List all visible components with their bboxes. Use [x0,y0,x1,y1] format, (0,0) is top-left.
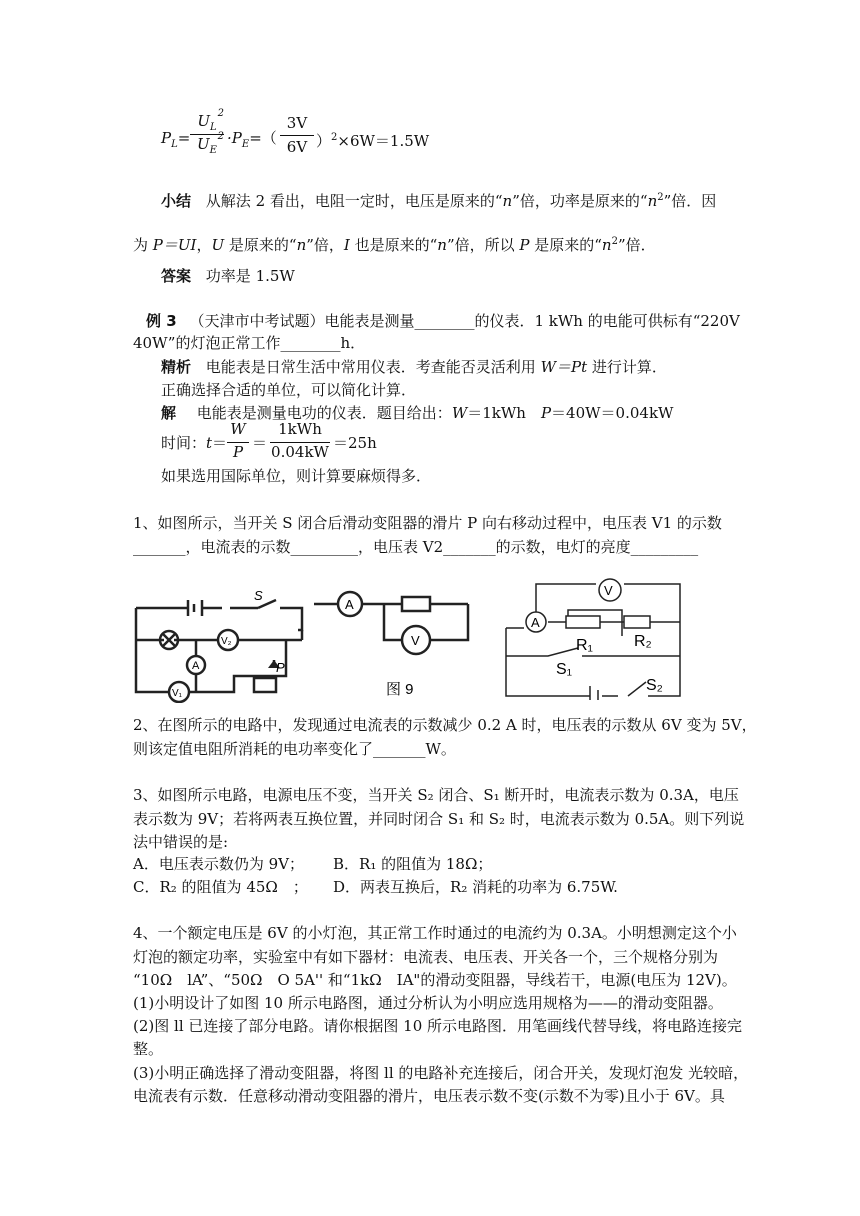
fig3-v-label: V [604,583,613,598]
tail-rest: ×6W＝1.5W [337,132,430,150]
q4-line8: 电流表有示数．任意移动滑动变阻器的滑片，电压表示数不变(示数不为零)且小于 6V。具 [133,1087,725,1105]
q3-line1: 3、如图所示电路，电源电压不变，当开关 S₂ 闭合、S₁ 断开时，电流表示数为 0.3A，电压 [133,786,739,804]
jie-w: W [451,404,468,422]
summary-text-b: ”倍，功率是原来的“ [512,192,648,210]
summary-line2 [133,232,656,255]
q4-line5: (2)图 ll 已连接了部分电路。请你根据图 10 所示电路图．用笔画线代替导线，将电路连接完 [133,1017,743,1035]
time-eq: ＝ [212,434,228,452]
formula-mid: ·P [227,129,242,147]
example3-label: 例 3 [146,312,177,330]
answer-label: 答案 [161,267,192,285]
time-frac-wp [227,420,249,465]
s2-n1: n [296,236,307,254]
rheostat-icon [254,678,276,692]
q4-line7: (3)小明正确选择了滑动变阻器，将图 ll 的电路补充连接后，闭合开关，发现灯泡发 光较暗， [133,1064,749,1082]
jie-text-b: ＝1kWh [467,404,541,422]
q3-option-c: C．R₂ 的阻值为 45Ω ； [133,878,308,896]
q4-line1: 4、一个额定电压是 6V 的小灯泡，其正常工作时通过的电流约为 0.3A。小明想测定这个小 [133,924,737,942]
time-den: P [232,443,244,461]
s2-n3-sup: 2 [611,236,618,247]
fig1-s-label: S [254,588,263,603]
q1-line1: 1、如图所示，当开关 S 闭合后滑动变阻器的滑片 P 向右移动过程中，电压表 V1 的示数 [133,514,722,532]
frac-den: 6V [286,138,308,156]
den-sup: 2 [217,131,224,142]
time-t: t [206,434,213,452]
circuit-figure-3 [498,578,708,700]
frac-num: 3V [286,114,308,132]
s2-p: P [519,236,530,254]
fig1-p-label: P [276,660,285,675]
time-label: 时间： [161,434,207,452]
time-result: ＝25h [333,434,377,452]
q4-line6: 整。 [133,1040,164,1058]
jie-label: 解 [161,404,177,422]
fig3-s2-label: S₂ [646,677,663,694]
fig1-v2-label: V₂ [221,636,232,647]
q3-option-d: D．两表互换后，R₂ 消耗的功率为 6.75W. [333,878,618,896]
answer-line [161,266,295,286]
formula-lhs-sub: L [171,139,178,150]
summary-text-a: 从解法 2 看出，电阻一定时，电压是原来的“ [205,192,503,210]
time-frac-kwh [270,420,330,465]
summary-n: n [502,192,513,210]
summary-n2-sup: 2 [657,192,664,203]
formula-mid-sub: E [241,139,250,150]
fig3-r2-label: R₂ [634,633,652,650]
q4-line4: (1)小明设计了如图 10 所示电路图，通过分析认为小明应选用规格为——的滑动变阻器。 [133,994,723,1012]
s2-n3: n [601,236,612,254]
fig3-s1-label: S₁ [556,661,573,678]
num-sub: L [210,122,217,133]
jie-p: P [540,404,552,422]
num-var: U [197,112,210,130]
s2-n2: n [437,236,447,254]
circuit-figure-2 [314,588,489,708]
q2-line2: 则该定值电阻所消耗的电功率变化了_______W。 [133,740,456,758]
example3-q2: 40W”的灯泡正常工作________h． [133,334,366,352]
figure-9-caption: 图 9 [386,681,414,698]
jie-text-c: ＝40W＝0.04kW [551,404,674,422]
formula-eq2: =（ [249,129,277,147]
num-sup: 2 [217,108,224,119]
time-num2: 1kWh [278,420,322,438]
jingxi-formula: W＝Pt [540,358,588,376]
example3-note: 如果选用国际单位，则计算要麻烦得多． [161,467,432,485]
time-eq2: ＝ [252,434,268,452]
summary-n2: n [647,192,658,210]
summary-line1 [161,188,716,211]
fig2-v-label: V [411,633,420,648]
q3-line2: 表示数为 9V；若将两表互换位置，并同时闭合 S₁ 和 S₂ 时，电流表示数为 0.5A。则下列说 [133,810,745,828]
circuit-figure-1 [130,588,310,703]
den-sub: E [209,145,217,156]
q3-option-a: A．电压表示数仍为 9V； [133,855,304,873]
summary-text-c: ”倍．因 [663,192,717,210]
s2-f: ”倍，所以 [446,236,520,254]
q2-line1: 2、在图所示的电路中，发现通过电流表的示数减少 0.2 A 时，电压表的示数从 6V 变为 5V， [133,716,757,734]
s2-formula: P＝UI [152,236,197,254]
s2-e: 也是原来的“ [349,236,438,254]
q1-line2: _______，电流表的示数_________，电压表 V2_______的示数，电灯的亮度_________ [133,538,699,556]
fig3-r1-label: R₁ [576,637,593,654]
s2-b: ， [196,236,212,254]
summary-label: 小结 [161,192,192,210]
fig3-a-label: A [531,615,540,630]
jingxi-label: 精析 [161,358,192,376]
den-var: U [197,135,210,153]
q3-option-b: B．R₁ 的阻值为 18Ω； [333,855,493,873]
s2-h: ”倍． [617,236,656,254]
jingxi-line2: 正确选择合适的单位，可以简化计算． [161,381,417,399]
resistor-r1-icon [566,616,600,628]
s2-a: 为 [133,236,153,254]
formula-frac-v [280,114,314,159]
q4-line2: 灯泡的额定功率，实验室中有如下器材：电流表、电压表、开关各一个，三个规格分别为 [133,948,719,966]
jie-text-a: 电能表是测量电功的仪表．题目给出： [196,404,452,422]
example3-q1: （天津市中考试题）电能表是测量________的仪表．1 kWh 的电能可供标有“220V [189,312,740,330]
s2-u: U [211,236,225,254]
q3-line3: 法中错误的是: [133,833,229,851]
s2-d: ”倍， [306,236,344,254]
formula-frac-u [190,108,224,157]
jingxi-line1 [161,357,667,377]
resistor-r2-icon [624,616,650,628]
example3-line1 [146,311,740,331]
formula-eq: = [177,129,191,147]
fig2-a-label: A [345,597,354,612]
s2-c: 是原来的“ [224,236,297,254]
tail-close: ） [316,132,332,150]
time-den2: 0.04kW [271,443,329,461]
fig1-a-label: A [192,660,200,672]
resistor-icon [402,597,430,611]
time-line [161,433,227,453]
q4-line3: “10Ω lA”、“50Ω O 5A'' 和“1kΩ IA"的滑动变阻器，导线若干，电源(电压为 12V)。 [133,971,737,989]
s2-i: I [343,236,350,254]
answer-text: 功率是 1.5W [205,267,295,285]
tail-sup: 2 [331,132,338,143]
jingxi-text-b: 进行计算． [587,358,667,376]
jingxi-text-a: 电能表是日常生活中常用仪表．考查能否灵活利用 [205,358,541,376]
formula-lhs: P [161,129,172,147]
time-num: W [230,420,246,438]
s2-g: 是原来的“ [529,236,602,254]
fig1-v1-label: V₁ [172,688,183,699]
